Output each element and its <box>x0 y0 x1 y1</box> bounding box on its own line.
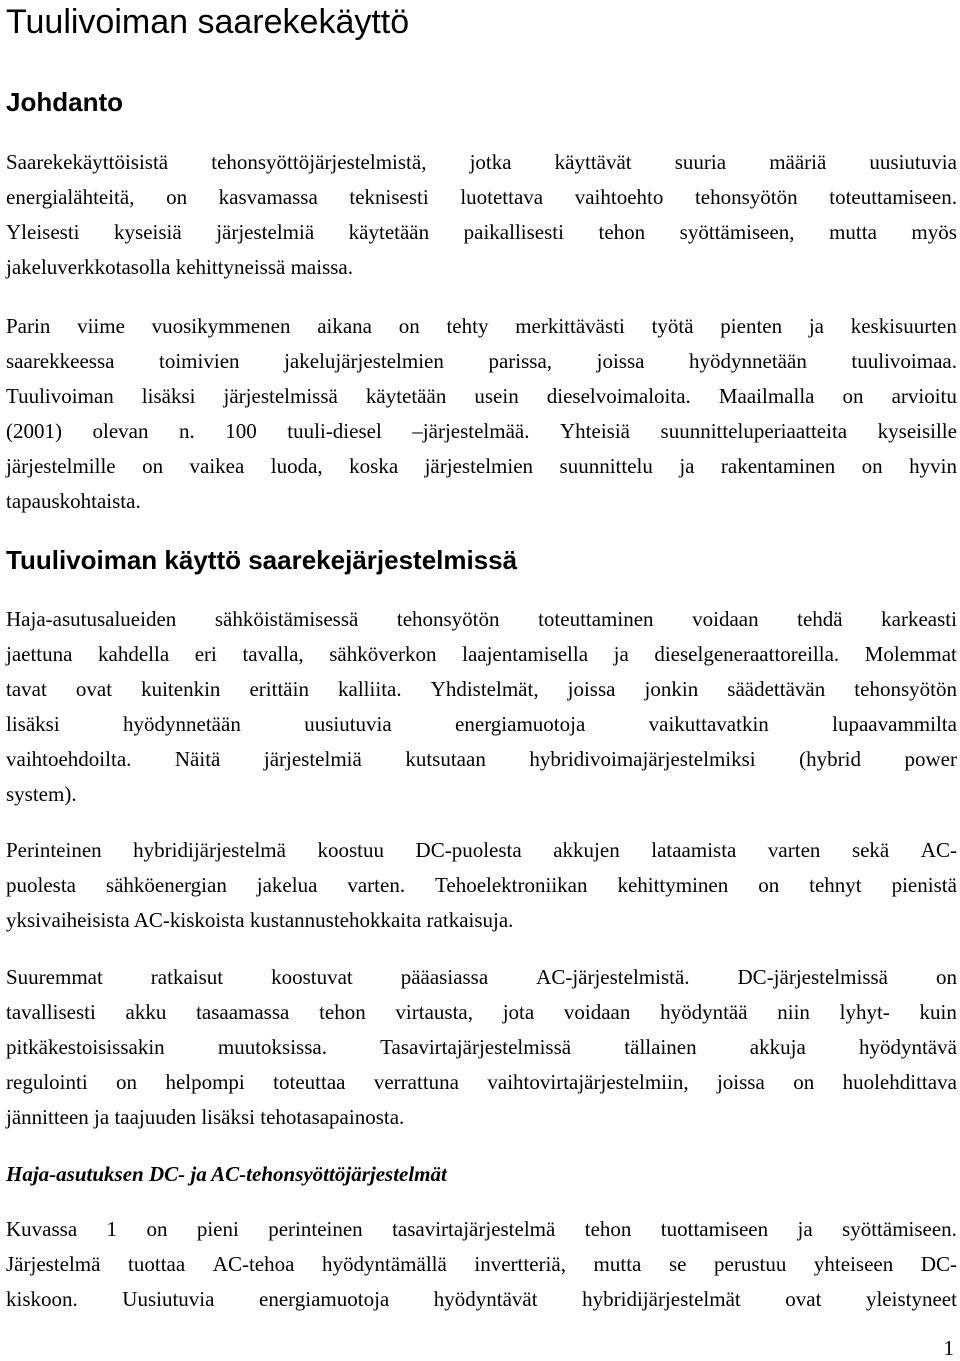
text-line: Suuremmat ratkaisut koostuvat pääasiassa AC-järjestelmistä. DC-järjestelmissä on <box>6 965 957 989</box>
text-line: Tuulivoiman lisäksi järjestelmissä käytetään usein dieselvoimaloita. Maailmalla on arvioitu <box>6 384 957 408</box>
text-line: tapauskohtaista. <box>6 489 141 513</box>
text-line: Haja-asutusalueiden sähköistämisessä tehonsyötön toteuttaminen voidaan tehdä karkeasti <box>6 607 957 631</box>
text-line: Järjestelmä tuottaa AC-tehoa hyödyntämällä invertteriä, mutta se perustuu yhteiseen DC- <box>6 1252 957 1276</box>
text-line: järjestelmille on vaikea luoda, koska järjestelmien suunnittelu ja rakentaminen on hyvin <box>6 454 957 478</box>
paragraph-body-1 <box>6 602 957 812</box>
text-line: jakeluverkkotasolla kehittyneissä maissa. <box>6 255 353 279</box>
text-line: tavallisesti akku tasaamassa tehon virtausta, jota voidaan hyödyntää niin lyhyt- kuin <box>6 1000 957 1024</box>
text-line: jännitteen ja taajuuden lisäksi tehotasapainosta. <box>6 1105 405 1129</box>
text-line: system). <box>6 782 77 806</box>
text-line: kiskoon. Uusiutuvia energiamuotoja hyödyntävät hybridijärjestelmät ovat yleistyneet <box>6 1287 957 1311</box>
text-line: tavat ovat kuitenkin erittäin kalliita. Yhdistelmät, joissa jonkin säädettävän tehonsyötön <box>6 677 957 701</box>
text-line: saarekkeessa toimivien jakelujärjestelmien parissa, joissa hyödynnetään tuulivoimaa. <box>6 349 957 373</box>
text-line: jaettuna kahdella eri tavalla, sähköverkon laajentamisella ja dieselgeneraattoreilla. Molemmat <box>6 642 957 666</box>
paragraph-body-2 <box>6 833 957 938</box>
text-line: pitkäkestoisissakin muutoksissa. Tasavirtajärjestelmissä tällainen akkuja hyödyntävä <box>6 1035 957 1059</box>
text-line: yksivaiheisista AC-kiskoista kustannustehokkaita ratkaisuja. <box>6 908 514 932</box>
paragraph-body-3 <box>6 960 957 1135</box>
heading-johdanto: Johdanto <box>6 87 123 117</box>
heading-tuulivoiman-kaytto: Tuulivoiman käyttö saarekejärjestelmissä <box>6 545 518 575</box>
text-line: Kuvassa 1 on pieni perinteinen tasavirtajärjestelmä tehon tuottamiseen ja syöttämiseen. <box>6 1217 957 1241</box>
text-line: Perinteinen hybridijärjestelmä koostuu DC-puolesta akkujen lataamista varten sekä AC- <box>6 838 957 862</box>
paragraph-intro-2 <box>6 309 957 519</box>
text-line: Parin viime vuosikymmenen aikana on tehty merkittävästi työtä pienten ja keskisuurten <box>6 314 957 338</box>
text-line: regulointi on helpompi toteuttaa verrattuna vaihtovirtajärjestelmiin, joissa on huolehdittava <box>6 1070 957 1094</box>
text-line: energialähteitä, on kasvamassa teknisesti luotettava vaihtoehto tehonsyötön toteuttamiseen. <box>6 185 957 209</box>
text-line: Yleisesti kyseisiä järjestelmiä käytetään paikallisesti tehon syöttämiseen, mutta myös <box>6 220 957 244</box>
heading-haja-asutuksen: Haja-asutuksen DC- ja AC-tehonsyöttöjärjestelmät <box>6 1162 447 1186</box>
text-line: Saarekekäyttöisistä tehonsyöttöjärjestelmistä, jotka käyttävät suuria määriä uusiutuvia <box>6 150 957 174</box>
document-title: Tuulivoiman saarekekäyttö <box>6 3 410 41</box>
paragraph-intro-1 <box>6 145 957 285</box>
page-number: 1 <box>943 1336 954 1360</box>
text-line: lisäksi hyödynnetään uusiutuvia energiamuotoja vaikuttavatkin lupaavammilta <box>6 712 957 736</box>
paragraph-body-4 <box>6 1212 957 1317</box>
text-line: puolesta sähköenergian jakelua varten. Tehoelektroniikan kehittyminen on tehnyt pienistä <box>6 873 957 897</box>
text-line: vaihtoehdoilta. Näitä järjestelmiä kutsutaan hybridivoimajärjestelmiksi (hybrid power <box>6 747 957 771</box>
text-line: (2001) olevan n. 100 tuuli-diesel –järjestelmää. Yhteisiä suunnitteluperiaatteita kyseisille <box>6 419 957 443</box>
